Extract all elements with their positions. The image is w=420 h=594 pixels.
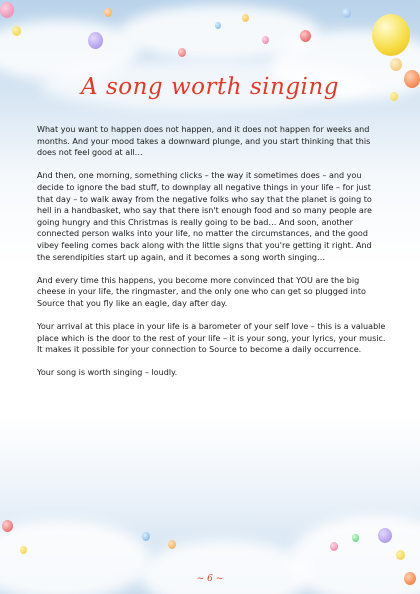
paragraph: And every time this happens, you become more convinced that YOU are the big cheese in your life, the ringmaster, and the only one who can get so plugged into Source that you fly like an eagle, day after day. [37,275,366,308]
body-text [37,124,387,391]
balloon [378,528,392,543]
balloon [300,30,311,42]
page-title: A song worth singing [81,74,339,100]
balloon [262,36,269,44]
cloud [140,540,310,594]
balloon [352,534,359,542]
balloon [396,550,405,560]
balloon [242,14,249,22]
paragraph: Your song is worth singing – loudly. [37,368,178,378]
balloon [88,32,103,49]
balloon [20,546,27,554]
paragraph: Your arrival at this place in your life is a barometer of your self love – this is a valuable place which is the door to the rest of your life – it is your song, your lyrics, your music. It makes it possible for your connection to Source to become a daily occurrence. [37,322,386,355]
paragraph: And then, one morning, something clicks – the way it sometimes does – and you decide to ignore the bad stuff, to downplay all negative things in your life – for just that day – to walk away from the negative folks who say that the planet is going to hell in a handbasket, who say that there isn't enough food and so many people are going hungry and this Christmas is really going to be bad… And soon, another connected person walks into your life, no matter the circumstances, and the good vibey feeling comes back along with the little signs that you're getting it right. And the serendipities start up again, and it becomes a song worth singing… [37,171,372,262]
balloon [342,8,351,18]
balloon [2,520,13,532]
paragraph: What you want to happen does not happen, and it does not happen for weeks and months. And your mood takes a downward plunge, and you start thinking that this does not feel good at all… [37,125,371,158]
balloon [0,2,14,18]
balloon [390,58,402,71]
balloon [104,8,112,17]
balloon [142,532,150,541]
balloon [215,22,221,29]
page-number: ~ 6 ~ [196,574,224,584]
balloon [178,48,186,57]
balloon [372,14,410,56]
balloon [168,540,176,549]
balloon [12,26,21,36]
balloon [330,542,338,551]
